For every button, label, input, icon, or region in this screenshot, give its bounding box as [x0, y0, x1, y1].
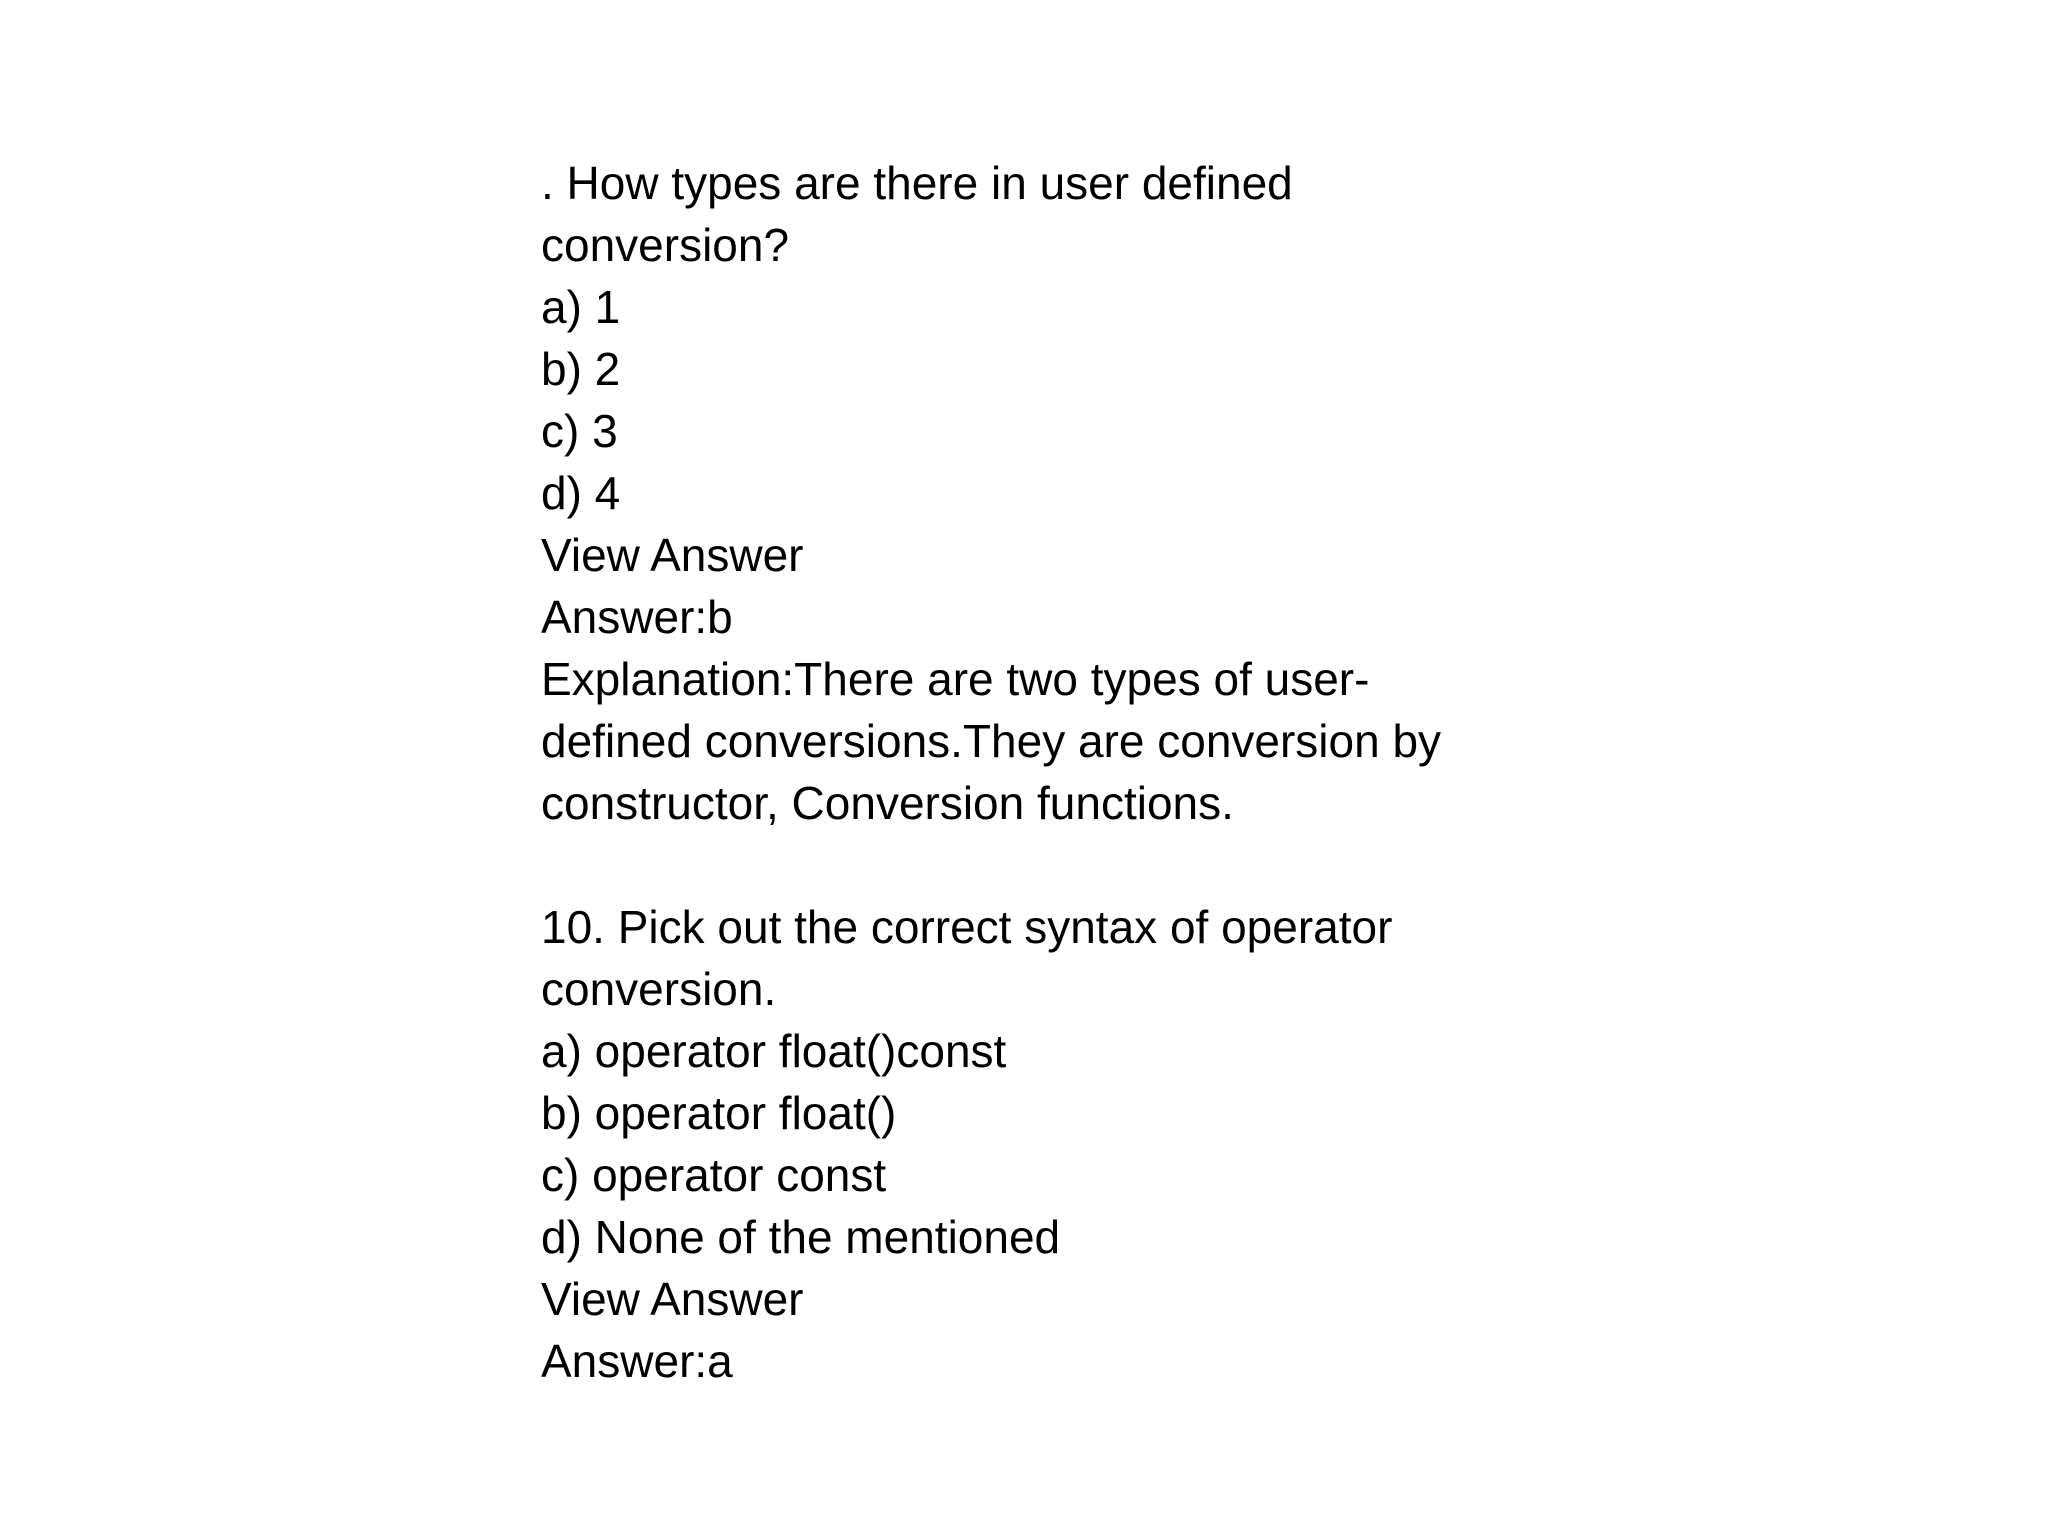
question-2-prompt-line-1: 10. Pick out the correct syntax of operator: [541, 901, 1393, 953]
question-1-explanation-line-3: constructor, Conversion functions.: [541, 777, 1234, 829]
question-1-explanation-line-2: defined conversions.They are conversion by: [541, 715, 1442, 767]
question-1-option-c: c) 3: [541, 405, 618, 457]
question-1-option-b: b) 2: [541, 343, 621, 395]
question-1-prompt-line-1: . How types are there in user defined: [541, 157, 1293, 209]
question-1-view-answer: View Answer: [541, 529, 804, 581]
question-1-prompt-line-2: conversion?: [541, 219, 790, 271]
question-2-view-answer: View Answer: [541, 1273, 804, 1325]
question-2-option-c: c) operator const: [541, 1149, 887, 1201]
question-1-option-a: a) 1: [541, 281, 621, 333]
question-1-explanation-line-1: Explanation:There are two types of user-: [541, 653, 1370, 705]
question-2-answer: Answer:a: [541, 1335, 733, 1387]
question-2-option-b: b) operator float(): [541, 1087, 897, 1139]
question-1-answer: Answer:b: [541, 591, 733, 643]
question-2-option-a: a) operator float()const: [541, 1025, 1007, 1077]
question-2-option-d: d) None of the mentioned: [541, 1211, 1061, 1263]
question-1-option-d: d) 4: [541, 467, 621, 519]
question-2-prompt-line-2: conversion.: [541, 963, 777, 1015]
quiz-text-body: [541, 152, 1541, 1392]
blank-line-spacer: [541, 834, 1541, 896]
